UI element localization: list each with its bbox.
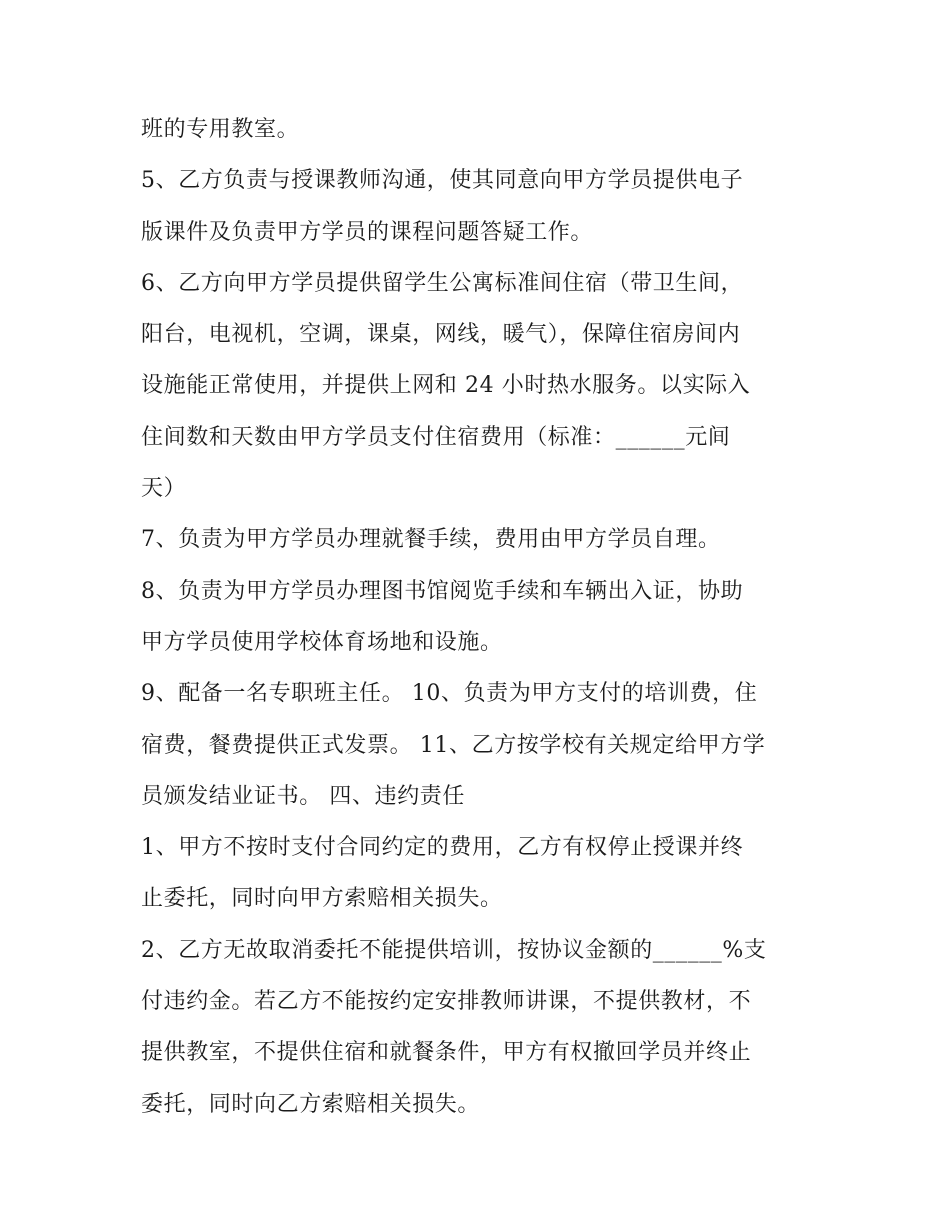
text-line: 天） [141, 476, 187, 502]
text-line: 提供教室，不提供住宿和就餐条件，甲方有权撤回学员并终止 [141, 1040, 752, 1066]
text-line: 班的专用教室。 [141, 117, 300, 142]
text-line: 1、甲方不按时支付合同约定的费用，乙方有权停止授课并终 [141, 835, 744, 861]
text-line: 7、负责为甲方学员办理就餐手续，费用由甲方学员自理。 [141, 527, 721, 553]
text-line: 委托，同时向乙方索赔相关损失。 [141, 1091, 481, 1117]
text-line: 宿费，餐费提供正式发票。 11、乙方按学校有关规定给甲方学 [141, 732, 766, 758]
document-body [141, 104, 821, 1130]
text-line: 8、负责为甲方学员办理图书馆阅览手续和车辆出入证，协助 [141, 578, 744, 604]
text-line: 6、乙方向甲方学员提供留学生公寓标准间住宿（带卫生间， [141, 270, 744, 296]
text-line: 员颁发结业证书。 四、违约责任 [141, 783, 465, 809]
text-line: 阳台，电视机，空调，课桌，网线，暖气），保障住宿房间内 [141, 322, 741, 348]
text-line: 付违约金。若乙方不能按约定安排教师讲课，不提供教材，不 [141, 989, 752, 1015]
text-line: 2、乙方无故取消委托不能提供培训，按协议金额的______%支 [141, 937, 767, 963]
text-line: 9、配备一名专职班主任。 10、负责为甲方支付的培训费，住 [141, 681, 758, 707]
text-line: 甲方学员使用学校体育场地和设施。 [141, 629, 503, 655]
text-line: 5、乙方负责与授课教师沟通，使其同意向甲方学员提供电子 [141, 168, 744, 194]
text-line: 版课件及负责甲方学员的课程问题答疑工作。 [141, 219, 594, 245]
text-line: 止委托，同时向甲方索赔相关损失。 [141, 886, 503, 912]
text-line: 住间数和天数由甲方学员支付住宿费用（标准：______元间 [141, 424, 731, 450]
text-line: 设施能正常使用，并提供上网和 24 小时热水服务。以实际入 [141, 373, 751, 399]
